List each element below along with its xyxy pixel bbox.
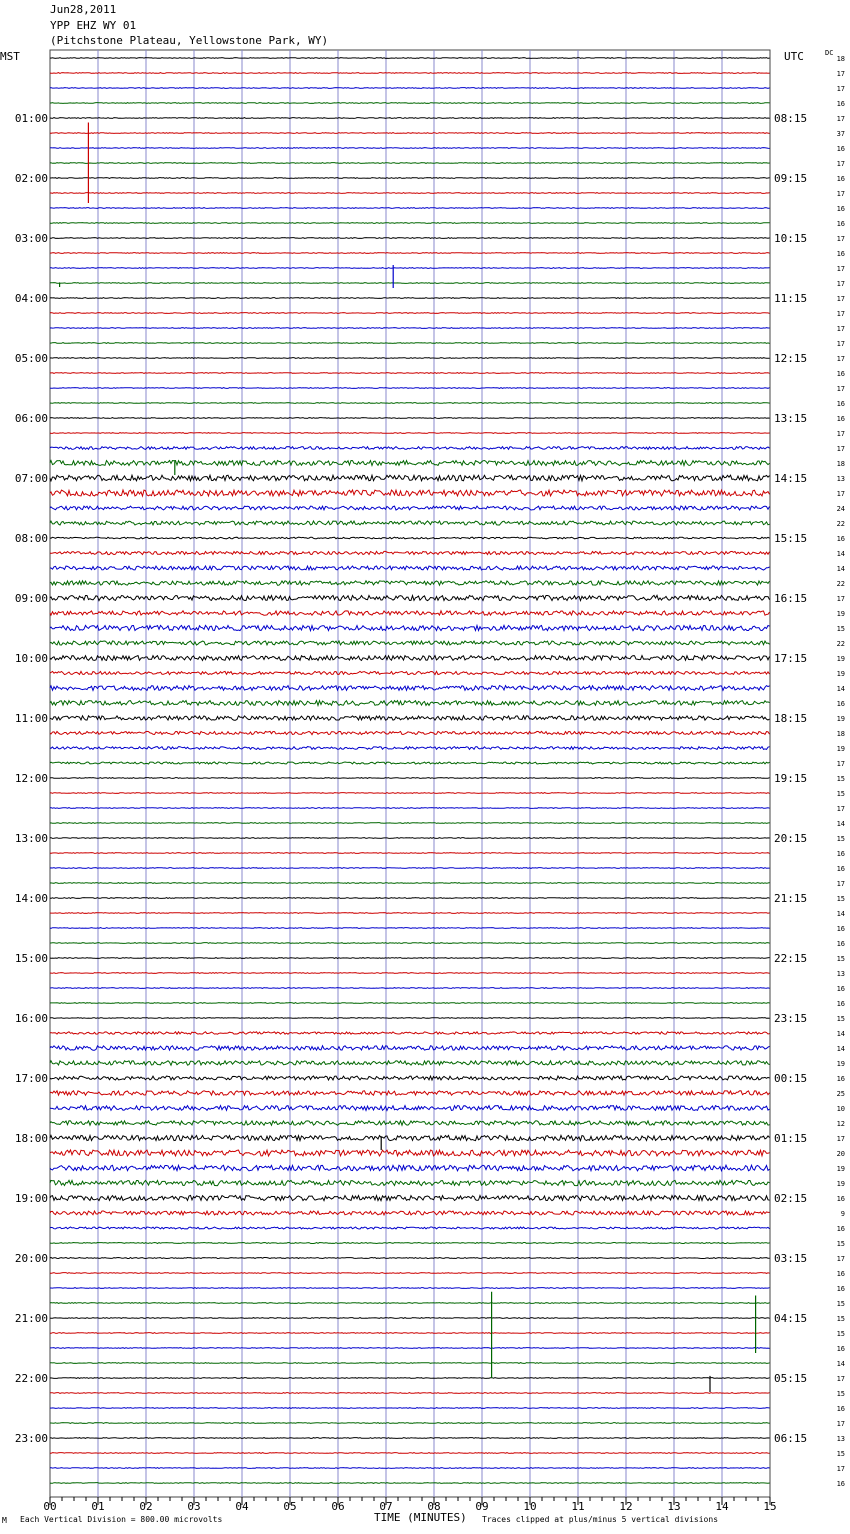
seismic-trace bbox=[50, 898, 770, 899]
dc-offset-value: 15 bbox=[836, 1300, 845, 1308]
dc-offset-value: 19 bbox=[836, 1060, 845, 1068]
dc-offset-value: 20 bbox=[836, 1150, 845, 1158]
dc-offset-value: 17 bbox=[836, 265, 845, 273]
seismic-trace bbox=[50, 1180, 770, 1185]
mst-hour-label: 22:00 bbox=[14, 1372, 48, 1385]
seismic-trace bbox=[50, 943, 770, 944]
dc-offset-value: 15 bbox=[836, 1240, 845, 1248]
seismic-trace bbox=[50, 268, 770, 269]
mst-hour-label: 10:00 bbox=[14, 652, 48, 665]
dc-offset-value: 19 bbox=[836, 1165, 845, 1173]
dc-offset-value: 15 bbox=[836, 1450, 845, 1458]
dc-offset-value: 15 bbox=[836, 1330, 845, 1338]
seismic-trace bbox=[50, 373, 770, 374]
utc-hour-label: 12:15 bbox=[774, 352, 808, 365]
dc-offset-value: 16 bbox=[836, 1480, 845, 1488]
seismic-trace bbox=[50, 566, 770, 570]
seismic-trace bbox=[50, 1423, 770, 1424]
seismic-trace bbox=[50, 1288, 770, 1289]
dc-offset-value: 17 bbox=[836, 805, 845, 813]
utc-hour-label: 03:15 bbox=[774, 1252, 808, 1265]
seismic-trace bbox=[50, 1061, 770, 1065]
seismic-trace bbox=[50, 178, 770, 179]
dc-offset-value: 16 bbox=[836, 1285, 845, 1293]
mst-hour-label: 15:00 bbox=[14, 952, 48, 965]
seismic-trace bbox=[50, 418, 770, 419]
dc-offset-value: 16 bbox=[836, 145, 845, 153]
dc-offset-value: 13 bbox=[836, 1435, 845, 1443]
dc-offset-value: 15 bbox=[836, 1015, 845, 1023]
utc-hour-label: 08:15 bbox=[774, 112, 808, 125]
dc-offset-value: 17 bbox=[836, 70, 845, 78]
x-tick-label: 00 bbox=[43, 1500, 57, 1513]
seismic-trace bbox=[50, 388, 770, 389]
seismic-trace bbox=[50, 313, 770, 314]
dc-offset-value: 16 bbox=[836, 220, 845, 228]
seismic-trace bbox=[50, 103, 770, 104]
utc-hour-label: 20:15 bbox=[774, 832, 808, 845]
mst-label: MST bbox=[0, 50, 20, 63]
seismic-trace bbox=[50, 403, 770, 404]
clip-note: Traces clipped at plus/minus 5 vertical divisions bbox=[482, 1515, 719, 1524]
dc-offset-value: 17 bbox=[836, 1420, 845, 1428]
utc-hour-label: 15:15 bbox=[774, 532, 808, 545]
dc-offset-value: 18 bbox=[836, 460, 845, 468]
dc-offset-value: 16 bbox=[836, 1195, 845, 1203]
dc-offset-value: 14 bbox=[836, 820, 845, 828]
dc-offset-value: 14 bbox=[836, 1045, 845, 1053]
dc-offset-value: 17 bbox=[836, 385, 845, 393]
seismic-trace bbox=[50, 1363, 770, 1364]
seismic-trace bbox=[50, 1211, 770, 1215]
dc-offset-value: 17 bbox=[836, 235, 845, 243]
seismic-trace bbox=[50, 1303, 770, 1304]
seismic-trace bbox=[50, 475, 770, 481]
dc-offset-value: 22 bbox=[836, 640, 845, 648]
dc-offset-value: 13 bbox=[836, 475, 845, 483]
seismic-trace bbox=[50, 298, 770, 299]
dc-offset-value: 14 bbox=[836, 910, 845, 918]
seismic-trace bbox=[50, 551, 770, 554]
seismic-trace bbox=[50, 928, 770, 929]
mst-hour-label: 05:00 bbox=[14, 352, 48, 365]
dc-offset-value: 19 bbox=[836, 715, 845, 723]
dc-offset-value: 18 bbox=[836, 730, 845, 738]
utc-hour-label: 13:15 bbox=[774, 412, 808, 425]
seismic-trace bbox=[50, 958, 770, 959]
seismic-trace bbox=[50, 868, 770, 869]
dc-offset-value: 17 bbox=[836, 595, 845, 603]
seismic-trace bbox=[50, 581, 770, 585]
x-tick-label: 04 bbox=[235, 1500, 249, 1513]
mst-hour-label: 03:00 bbox=[14, 232, 48, 245]
dc-offset-value: 16 bbox=[836, 940, 845, 948]
dc-offset-value: 17 bbox=[836, 490, 845, 498]
seismic-trace bbox=[50, 1378, 770, 1379]
x-tick-label: 08 bbox=[427, 1500, 441, 1513]
dc-offset-value: 17 bbox=[836, 190, 845, 198]
seismic-trace bbox=[50, 595, 770, 600]
seismic-trace bbox=[50, 838, 770, 839]
x-axis-title: TIME (MINUTES) bbox=[374, 1511, 467, 1524]
seismic-trace bbox=[50, 1003, 770, 1004]
seismic-trace bbox=[50, 433, 770, 434]
dc-offset-value: 9 bbox=[840, 1210, 845, 1218]
dc-offset-value: 16 bbox=[836, 850, 845, 858]
mst-hour-label: 16:00 bbox=[14, 1012, 48, 1025]
mst-hour-label: 07:00 bbox=[14, 472, 48, 485]
x-tick-label: 07 bbox=[379, 1500, 393, 1513]
dc-offset-value: 13 bbox=[836, 970, 845, 978]
dc-offset-value: 16 bbox=[836, 1270, 845, 1278]
utc-hour-label: 00:15 bbox=[774, 1072, 808, 1085]
dc-offset-value: 17 bbox=[836, 1135, 845, 1143]
dc-offset-value: 14 bbox=[836, 685, 845, 693]
dc-offset-value: 17 bbox=[836, 160, 845, 168]
dc-offset-value: 15 bbox=[836, 895, 845, 903]
seismic-trace bbox=[50, 625, 770, 630]
seismic-trace bbox=[50, 1318, 770, 1319]
seismic-trace bbox=[50, 1483, 770, 1484]
seismic-trace bbox=[50, 1243, 770, 1244]
dc-offset-value: 17 bbox=[836, 295, 845, 303]
dc-offset-value: 16 bbox=[836, 925, 845, 933]
mst-hour-label: 06:00 bbox=[14, 412, 48, 425]
seismic-trace bbox=[50, 73, 770, 74]
dc-offset-value: 16 bbox=[836, 250, 845, 258]
dc-offset-value: 17 bbox=[836, 880, 845, 888]
seismic-trace bbox=[50, 118, 770, 119]
mst-hour-label: 08:00 bbox=[14, 532, 48, 545]
seismic-trace bbox=[50, 1032, 770, 1034]
utc-hour-label: 17:15 bbox=[774, 652, 808, 665]
plot-date: Jun28,2011 bbox=[50, 3, 117, 16]
utc-hour-label: 06:15 bbox=[774, 1432, 808, 1445]
x-tick-label: 09 bbox=[475, 1500, 489, 1513]
seismic-trace bbox=[50, 447, 770, 450]
mst-hour-label: 02:00 bbox=[14, 172, 48, 185]
seismic-trace bbox=[50, 778, 770, 779]
mst-hour-label: 09:00 bbox=[14, 592, 48, 605]
seismic-trace bbox=[50, 343, 770, 344]
utc-hour-label: 21:15 bbox=[774, 892, 808, 905]
seismic-trace bbox=[50, 1106, 770, 1111]
mst-hour-label: 13:00 bbox=[14, 832, 48, 845]
mst-hour-label: 19:00 bbox=[14, 1192, 48, 1205]
dc-offset-value: 17 bbox=[836, 445, 845, 453]
mst-hour-label: 21:00 bbox=[14, 1312, 48, 1325]
x-tick-label: 14 bbox=[715, 1500, 729, 1513]
seismic-trace bbox=[50, 1046, 770, 1050]
seismic-trace bbox=[50, 1273, 770, 1274]
x-tick-label: 05 bbox=[283, 1500, 297, 1513]
seismic-trace bbox=[50, 1227, 770, 1229]
dc-offset-value: 16 bbox=[836, 985, 845, 993]
dc-offset-value: 17 bbox=[836, 1255, 845, 1263]
seismic-trace bbox=[50, 88, 770, 89]
utc-hour-label: 10:15 bbox=[774, 232, 808, 245]
seismic-trace bbox=[50, 793, 770, 794]
seismic-trace bbox=[50, 193, 770, 194]
dc-offset-value: 10 bbox=[836, 1105, 845, 1113]
dc-offset-value: 17 bbox=[836, 85, 845, 93]
seismic-trace bbox=[50, 1121, 770, 1125]
seismic-trace bbox=[50, 1408, 770, 1409]
dc-offset-value: 22 bbox=[836, 580, 845, 588]
seismic-trace bbox=[50, 1438, 770, 1439]
seismic-trace bbox=[50, 58, 770, 59]
dc-offset-value: 12 bbox=[836, 1120, 845, 1128]
dc-offset-value: 17 bbox=[836, 115, 845, 123]
dc-offset-value: 16 bbox=[836, 1345, 845, 1353]
dc-offset-value: 17 bbox=[836, 325, 845, 333]
utc-hour-label: 22:15 bbox=[774, 952, 808, 965]
dc-offset-value: 24 bbox=[836, 505, 845, 513]
dc-offset-value: 16 bbox=[836, 1405, 845, 1413]
dc-offset-value: 15 bbox=[836, 625, 845, 633]
seismic-trace bbox=[50, 671, 770, 674]
utc-hour-label: 18:15 bbox=[774, 712, 808, 725]
dc-offset-value: 14 bbox=[836, 565, 845, 573]
seismic-trace bbox=[50, 283, 770, 284]
dc-offset-value: 17 bbox=[836, 340, 845, 348]
dc-offset-value: 19 bbox=[836, 655, 845, 663]
utc-hour-label: 19:15 bbox=[774, 772, 808, 785]
seismic-trace bbox=[50, 747, 770, 750]
dc-offset-value: 15 bbox=[836, 955, 845, 963]
seismic-trace bbox=[50, 1165, 770, 1171]
seismic-trace bbox=[50, 808, 770, 809]
x-tick-label: 11 bbox=[571, 1500, 585, 1513]
utc-hour-label: 01:15 bbox=[774, 1132, 808, 1145]
dc-offset-value: 19 bbox=[836, 745, 845, 753]
dc-offset-value: 15 bbox=[836, 775, 845, 783]
scale-note: Each Vertical Division = 800.00 microvolts bbox=[20, 1515, 223, 1524]
dc-offset-value: 16 bbox=[836, 1075, 845, 1083]
seismic-trace bbox=[50, 537, 770, 539]
dc-offset-value: 17 bbox=[836, 1375, 845, 1383]
mst-hour-label: 11:00 bbox=[14, 712, 48, 725]
seismic-trace bbox=[50, 1468, 770, 1469]
mst-hour-label: 01:00 bbox=[14, 112, 48, 125]
seismic-trace bbox=[50, 1076, 770, 1080]
utc-hour-label: 09:15 bbox=[774, 172, 808, 185]
seismic-trace bbox=[50, 163, 770, 164]
dc-offset-value: 17 bbox=[836, 760, 845, 768]
seismic-trace bbox=[50, 716, 770, 720]
dc-offset-value: 16 bbox=[836, 415, 845, 423]
seismic-trace bbox=[50, 358, 770, 359]
seismic-trace bbox=[50, 1091, 770, 1095]
station-code: YPP EHZ WY 01 bbox=[50, 19, 137, 32]
dc-offset-value: 17 bbox=[836, 430, 845, 438]
dc-offset-value: 18 bbox=[836, 55, 845, 63]
utc-hour-label: 05:15 bbox=[774, 1372, 808, 1385]
dc-offset-value: 19 bbox=[836, 1180, 845, 1188]
dc-offset-value: 16 bbox=[836, 205, 845, 213]
x-tick-label: 10 bbox=[523, 1500, 537, 1513]
seismic-trace bbox=[50, 521, 770, 525]
utc-hour-label: 23:15 bbox=[774, 1012, 808, 1025]
seismic-trace bbox=[50, 762, 770, 764]
dc-offset-value: 19 bbox=[836, 670, 845, 678]
mst-hour-label: 18:00 bbox=[14, 1132, 48, 1145]
dc-offset-value: 17 bbox=[836, 355, 845, 363]
dc-label: DC bbox=[825, 49, 834, 57]
utc-hour-label: 02:15 bbox=[774, 1192, 808, 1205]
seismic-trace bbox=[50, 1453, 770, 1454]
utc-hour-label: 11:15 bbox=[774, 292, 808, 305]
dc-offset-value: 22 bbox=[836, 520, 845, 528]
x-tick-label: 15 bbox=[763, 1500, 777, 1513]
seismic-trace bbox=[50, 988, 770, 989]
dc-offset-value: 16 bbox=[836, 100, 845, 108]
x-tick-label: 02 bbox=[139, 1500, 153, 1513]
dc-offset-value: 25 bbox=[836, 1090, 845, 1098]
dc-offset-value: 16 bbox=[836, 370, 845, 378]
seismic-trace bbox=[50, 1393, 770, 1394]
utc-hour-label: 14:15 bbox=[774, 472, 808, 485]
seismic-trace bbox=[50, 1195, 770, 1200]
seismic-trace bbox=[50, 686, 770, 691]
seismic-trace bbox=[50, 883, 770, 884]
x-tick-label: 12 bbox=[619, 1500, 633, 1513]
dc-offset-value: 15 bbox=[836, 1390, 845, 1398]
mst-hour-label: 04:00 bbox=[14, 292, 48, 305]
seismic-trace bbox=[50, 656, 770, 661]
seismic-trace bbox=[50, 731, 770, 734]
dc-offset-value: 17 bbox=[836, 1465, 845, 1473]
seismic-trace bbox=[50, 641, 770, 645]
dc-offset-value: 15 bbox=[836, 790, 845, 798]
seismic-trace bbox=[50, 461, 770, 466]
seismic-trace bbox=[50, 823, 770, 824]
seismic-trace bbox=[50, 1333, 770, 1334]
seismic-trace bbox=[50, 1258, 770, 1259]
seismic-trace bbox=[50, 701, 770, 706]
dc-offset-value: 16 bbox=[836, 1225, 845, 1233]
seismic-trace bbox=[50, 208, 770, 209]
dc-offset-value: 16 bbox=[836, 865, 845, 873]
seismic-trace bbox=[50, 223, 770, 224]
seismic-trace bbox=[50, 913, 770, 914]
dc-offset-value: 14 bbox=[836, 1360, 845, 1368]
utc-hour-label: 04:15 bbox=[774, 1312, 808, 1325]
seismic-trace bbox=[50, 1348, 770, 1349]
mst-hour-label: 23:00 bbox=[14, 1432, 48, 1445]
utc-hour-label: 16:15 bbox=[774, 592, 808, 605]
seismic-trace bbox=[50, 1018, 770, 1019]
dc-offset-value: 16 bbox=[836, 175, 845, 183]
plot-frame bbox=[50, 50, 770, 1497]
dc-offset-value: 16 bbox=[836, 400, 845, 408]
dc-offset-value: 17 bbox=[836, 310, 845, 318]
seismic-trace bbox=[50, 238, 770, 239]
footer-mark: M bbox=[2, 1516, 7, 1525]
x-tick-label: 03 bbox=[187, 1500, 201, 1513]
x-tick-label: 06 bbox=[331, 1500, 345, 1513]
seismic-trace bbox=[50, 973, 770, 974]
mst-hour-label: 14:00 bbox=[14, 892, 48, 905]
seismic-trace bbox=[50, 490, 770, 496]
dc-offset-value: 15 bbox=[836, 835, 845, 843]
seismic-trace bbox=[50, 148, 770, 149]
dc-offset-value: 16 bbox=[836, 1000, 845, 1008]
seismic-trace bbox=[50, 1150, 770, 1156]
dc-offset-value: 37 bbox=[836, 130, 845, 138]
seismic-trace bbox=[50, 506, 770, 510]
dc-offset-value: 16 bbox=[836, 535, 845, 543]
dc-offset-value: 19 bbox=[836, 610, 845, 618]
x-tick-label: 13 bbox=[667, 1500, 681, 1513]
seismic-trace bbox=[50, 253, 770, 254]
mst-hour-label: 12:00 bbox=[14, 772, 48, 785]
seismic-trace bbox=[50, 853, 770, 854]
seismic-trace bbox=[50, 1135, 770, 1140]
dc-offset-value: 17 bbox=[836, 280, 845, 288]
seismic-trace bbox=[50, 328, 770, 329]
dc-offset-value: 16 bbox=[836, 700, 845, 708]
seismic-trace bbox=[50, 133, 770, 134]
seismic-trace bbox=[50, 611, 770, 615]
dc-offset-value: 14 bbox=[836, 1030, 845, 1038]
x-tick-label: 01 bbox=[91, 1500, 105, 1513]
mst-hour-label: 20:00 bbox=[14, 1252, 48, 1265]
mst-hour-label: 17:00 bbox=[14, 1072, 48, 1085]
dc-offset-value: 14 bbox=[836, 550, 845, 558]
station-location: (Pitchstone Plateau, Yellowstone Park, WY) bbox=[50, 34, 329, 47]
dc-offset-value: 15 bbox=[836, 1315, 845, 1323]
utc-label: UTC bbox=[784, 50, 804, 63]
